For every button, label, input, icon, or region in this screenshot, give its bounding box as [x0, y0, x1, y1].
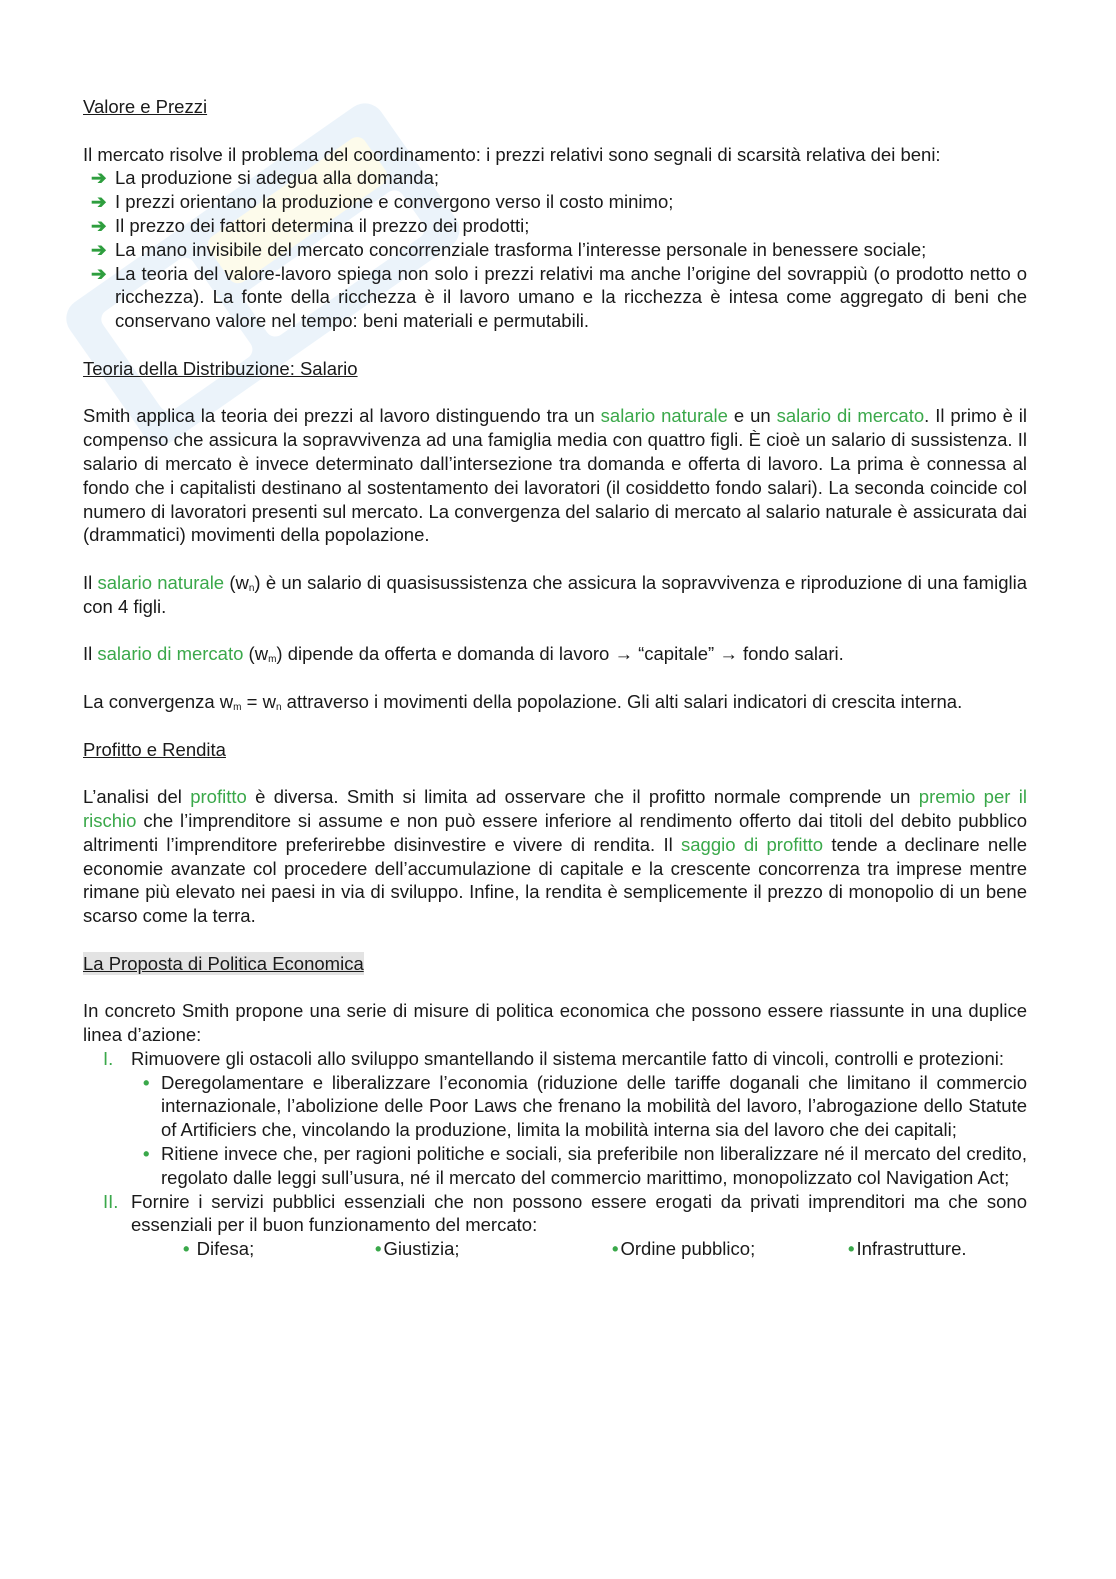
term-salario-mercato: salario di mercato	[97, 643, 244, 665]
term-salario-mercato: salario di mercato	[776, 405, 925, 427]
paragraph-salario-3: Il salario di mercato $(w_m)$ dipende da offerta e domanda di lavoro → “capitale” → fondo salari.	[83, 643, 844, 666]
service-item: • Giustizia;	[375, 1238, 460, 1260]
arrow-list	[83, 166, 1027, 333]
service-item: • Infrastrutture.	[848, 1238, 967, 1260]
heading-politica-economica: La Proposta di Politica Economica	[83, 952, 364, 974]
list-item: • Ritiene invece che, per ragioni politiche e sociali, sia preferibile non liberalizzare né il mercato del credito, regolato dalle leggi sull’usura, né il mercato del commercio marittimo, monopolizzato col Navigation Act;	[143, 1143, 1027, 1188]
numeral-i: I.	[103, 1047, 114, 1069]
heading-valore-prezzi: Valore e Prezzi	[83, 96, 208, 117]
list-item: II. Fornire i servizi pubblici essenziali che non possono essere erogati da privati imprenditori ma che sono essenziali per il buon funzionamento del mercato: • Difesa; • Giustizia; • Ordine pubblico; • Infrastrutture.	[103, 1190, 1027, 1260]
paragraph-profitto: L’analisi del profitto è diversa. Smith si limita ad osservare che il profitto normale comprende un premio per il rischio che l’imprenditore si assume e non può essere inferiore al rendimento offerto dai titoli del debito pubblico altrimenti l’imprenditore preferirebbe disinvestire e vivere di rendita. Il saggio di profitto tende a declinare nelle economie avanzate col procedere dell’accumulazione di capitale e la crescente concorrenza tra imprese mentre rimane più elevato nei paesi in via di sviluppo. Infine, la rendita è semplicemente il prezzo di monopolio di un bene scarso come la terra.	[83, 786, 1027, 927]
paragraph-salario-4: La convergenza $w_m = w_n$ attraverso i movimenti della popolazione. Gli alti salari indicatori di crescita interna.	[83, 690, 963, 713]
bullet-icon: •	[375, 1238, 382, 1260]
term-premio-rischio: premio per il rischio	[83, 786, 1027, 831]
service-item: • Difesa;	[183, 1238, 255, 1260]
bullet-icon: •	[848, 1238, 855, 1260]
list-item: ➔ La teoria del valore-lavoro spiega non solo i prezzi relativi ma anche l’origine del sovrappiù (o prodotto netto o ricchezza). La fonte della ricchezza è il lavoro umano e la ricchezza è intesa come aggregato di beni che conservano valore nel tempo: beni materiali e permutabili.	[91, 262, 1027, 332]
paragraph-salario-2: Il salario naturale $(w_n)$ è un salario di quasisussistenza che assicura la sopravvivenza e riproduzione di una famiglia con 4 figli.	[83, 571, 1028, 617]
list-item: ➔ La mano invisibile del mercato concorrenziale trasforma l’interesse personale in benessere sociale;	[91, 238, 927, 260]
arrow-right-icon: ➔	[91, 238, 107, 260]
arrow-right-icon: ➔	[91, 262, 107, 284]
roman-list	[83, 1047, 1027, 1261]
arrow-right-icon: ➔	[91, 214, 107, 236]
heading-profitto-rendita: Profitto e Rendita	[83, 738, 226, 760]
inline-services-row	[131, 1237, 1027, 1261]
arrow-right-icon: ➔	[91, 167, 107, 189]
paragraph-politica-intro: In concreto Smith propone una serie di misure di politica economica che possono essere riassunte in una duplice linea d’azione:	[83, 1000, 1027, 1046]
document-page	[83, 95, 1027, 1261]
numeral-ii: II.	[103, 1190, 119, 1212]
heading-teoria-distribuzione: Teoria della Distribuzione: Salario	[83, 357, 358, 379]
list-item: ➔ La produzione si adegua alla domanda;	[91, 167, 439, 189]
bullet-icon: •	[612, 1238, 619, 1260]
paragraph-salario-1: Smith applica la teoria dei prezzi al lavoro distinguendo tra un salario naturale e un salario di mercato. Il primo è il compenso che assicura la sopravvivenza ad una famiglia media con quattro figli. È cioè un salario di sussistenza. Il salario di mercato è invece determinato dall’intersezione tra domanda e offerta di lavoro. La prima è connessa al fondo che i capitalisti destinano al sostentamento dei lavoratori (il cosiddetto fondo salari). La seconda coincide col numero di lavoratori presenti sul mercato. La convergenza del salario di mercato al salario naturale è assicurata dai (drammatici) movimenti della popolazione.	[83, 405, 1028, 546]
list-item: ➔ Il prezzo dei fattori determina il prezzo dei prodotti;	[91, 214, 530, 236]
term-salario-naturale: salario naturale	[97, 571, 225, 593]
bullet-icon: •	[183, 1238, 190, 1260]
paragraph-valore-intro: Il mercato risolve il problema del coordinamento: i prezzi relativi sono segnali di scarsità relativa dei beni:	[83, 143, 941, 165]
list-item: ➔ I prezzi orientano la produzione e convergono verso il costo minimo;	[91, 191, 674, 213]
list-item: I. Rimuovere gli ostacoli allo sviluppo smantellando il sistema mercantile fatto di vincoli, controlli e protezioni: • Deregolamentare e liberalizzare l’economia (riduzione delle tariffe doganali che limitano il commercio internazionale, l’abolizione delle Poor Laws che frenano la mobilità del lavoro, l’abrogazione dello Statute of Artificiers che, vincolando la produzione, limita la mobilità interna sia del lavoro che dei capitali; • Ritiene invece che, per ragioni politiche e sociali, sia preferibile non liberalizzare né il mercato del credito, regolato dalle leggi sull’usura, né il mercato del commercio marittimo, monopolizzato col Navigation Act;	[103, 1047, 1027, 1188]
service-item: • Ordine pubblico;	[612, 1238, 756, 1260]
dot-list	[131, 1071, 1027, 1190]
term-salario-naturale: salario naturale	[600, 405, 728, 427]
list-item: • Deregolamentare e liberalizzare l’economia (riduzione delle tariffe doganali che limitano il commercio internazionale, l’abolizione delle Poor Laws che frenano la mobilità del lavoro, l’abrogazione dello Statute of Artificiers che, vincolando la produzione, limita la mobilità interna sia del lavoro che dei capitali;	[143, 1071, 1027, 1141]
bullet-icon: •	[143, 1143, 150, 1165]
term-saggio-profitto: saggio di profitto	[681, 833, 824, 855]
term-profitto: profitto	[190, 786, 247, 808]
arrow-right-icon: ➔	[91, 191, 107, 213]
bullet-icon: •	[143, 1071, 150, 1093]
